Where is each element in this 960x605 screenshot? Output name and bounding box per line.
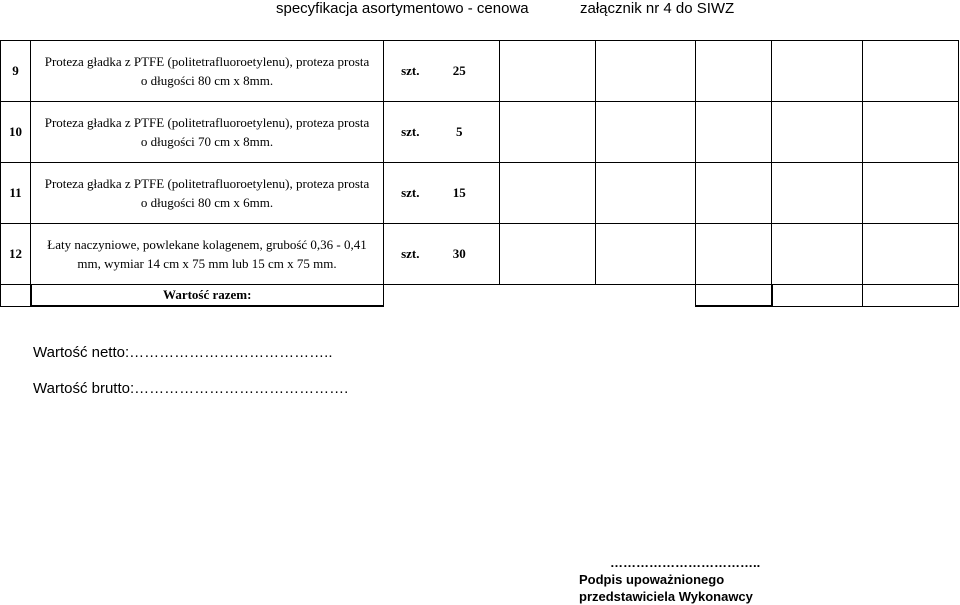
description-line: o długości 70 cm x 8mm.	[140, 134, 274, 149]
empty-cell	[863, 102, 959, 163]
row-number: 9	[1, 41, 31, 102]
empty-cell	[863, 163, 959, 224]
quantity-cell: 15	[420, 163, 500, 224]
empty-cell	[696, 102, 772, 163]
item-description	[31, 224, 384, 285]
empty-cell	[1, 285, 31, 307]
unit-cell: szt.	[384, 163, 420, 224]
empty-cell	[696, 163, 772, 224]
empty-cell	[596, 41, 696, 102]
items-table	[0, 40, 959, 307]
quantity-cell: 30	[420, 224, 500, 285]
empty-cell	[772, 41, 863, 102]
empty-cell	[596, 102, 696, 163]
empty-cell	[500, 224, 596, 285]
document-title: specyfikacja asortymentowo - cenowa	[276, 0, 529, 17]
empty-cell	[863, 224, 959, 285]
row-number: 11	[1, 163, 31, 224]
quantity-cell: 5	[420, 102, 500, 163]
description-line: Proteza gładka z PTFE (politetrafluoroetylenu), proteza prosta	[44, 176, 370, 191]
description-line: Proteza gładka z PTFE (politetrafluoroetylenu), proteza prosta	[44, 115, 370, 130]
attachment-label: załącznik nr 4 do SIWZ	[580, 0, 735, 17]
item-description	[31, 41, 384, 102]
empty-cell	[696, 41, 772, 102]
empty-cell	[596, 163, 696, 224]
description-line: mm, wymiar 14 cm x 75 mm lub 15 cm x 75 mm.	[77, 256, 337, 271]
unit-cell: szt.	[384, 41, 420, 102]
row-number: 10	[1, 102, 31, 163]
table-row	[1, 224, 959, 285]
description-line: o długości 80 cm x 8mm.	[140, 73, 274, 88]
description-line: o długości 80 cm x 6mm.	[140, 195, 274, 210]
description-line: Łaty naczyniowe, powlekane kolagenem, grubość 0,36 - 0,41	[47, 237, 367, 252]
empty-cell	[596, 224, 696, 285]
table-row	[1, 163, 959, 224]
empty-cell	[863, 285, 959, 307]
quantity-cell: 25	[420, 41, 500, 102]
item-description	[31, 102, 384, 163]
table-row	[1, 41, 959, 102]
empty-cell	[772, 285, 863, 307]
net-value-line: Wartość netto:…………………………………..	[33, 344, 333, 361]
empty-cell	[772, 224, 863, 285]
row-number: 12	[1, 224, 31, 285]
signature-caption: Podpis upoważnionego	[579, 572, 725, 587]
gross-value-line: Wartość brutto:…………………………………….	[33, 380, 349, 397]
total-value-box	[696, 285, 772, 307]
unit-cell: szt.	[384, 102, 420, 163]
item-description	[31, 163, 384, 224]
empty-cell	[772, 102, 863, 163]
signature-caption: przedstawiciela Wykonawcy	[579, 589, 753, 604]
empty-cell	[500, 41, 596, 102]
unit-cell: szt.	[384, 224, 420, 285]
signature-line: ……………………………..	[610, 555, 761, 570]
empty-cell	[384, 285, 696, 307]
table-row	[1, 102, 959, 163]
empty-cell	[500, 163, 596, 224]
empty-cell	[772, 163, 863, 224]
summary-row	[1, 285, 959, 307]
empty-cell	[696, 224, 772, 285]
total-label: Wartość razem:	[31, 285, 384, 307]
description-line: Proteza gładka z PTFE (politetrafluoroetylenu), proteza prosta	[44, 54, 370, 69]
empty-cell	[500, 102, 596, 163]
empty-cell	[863, 41, 959, 102]
